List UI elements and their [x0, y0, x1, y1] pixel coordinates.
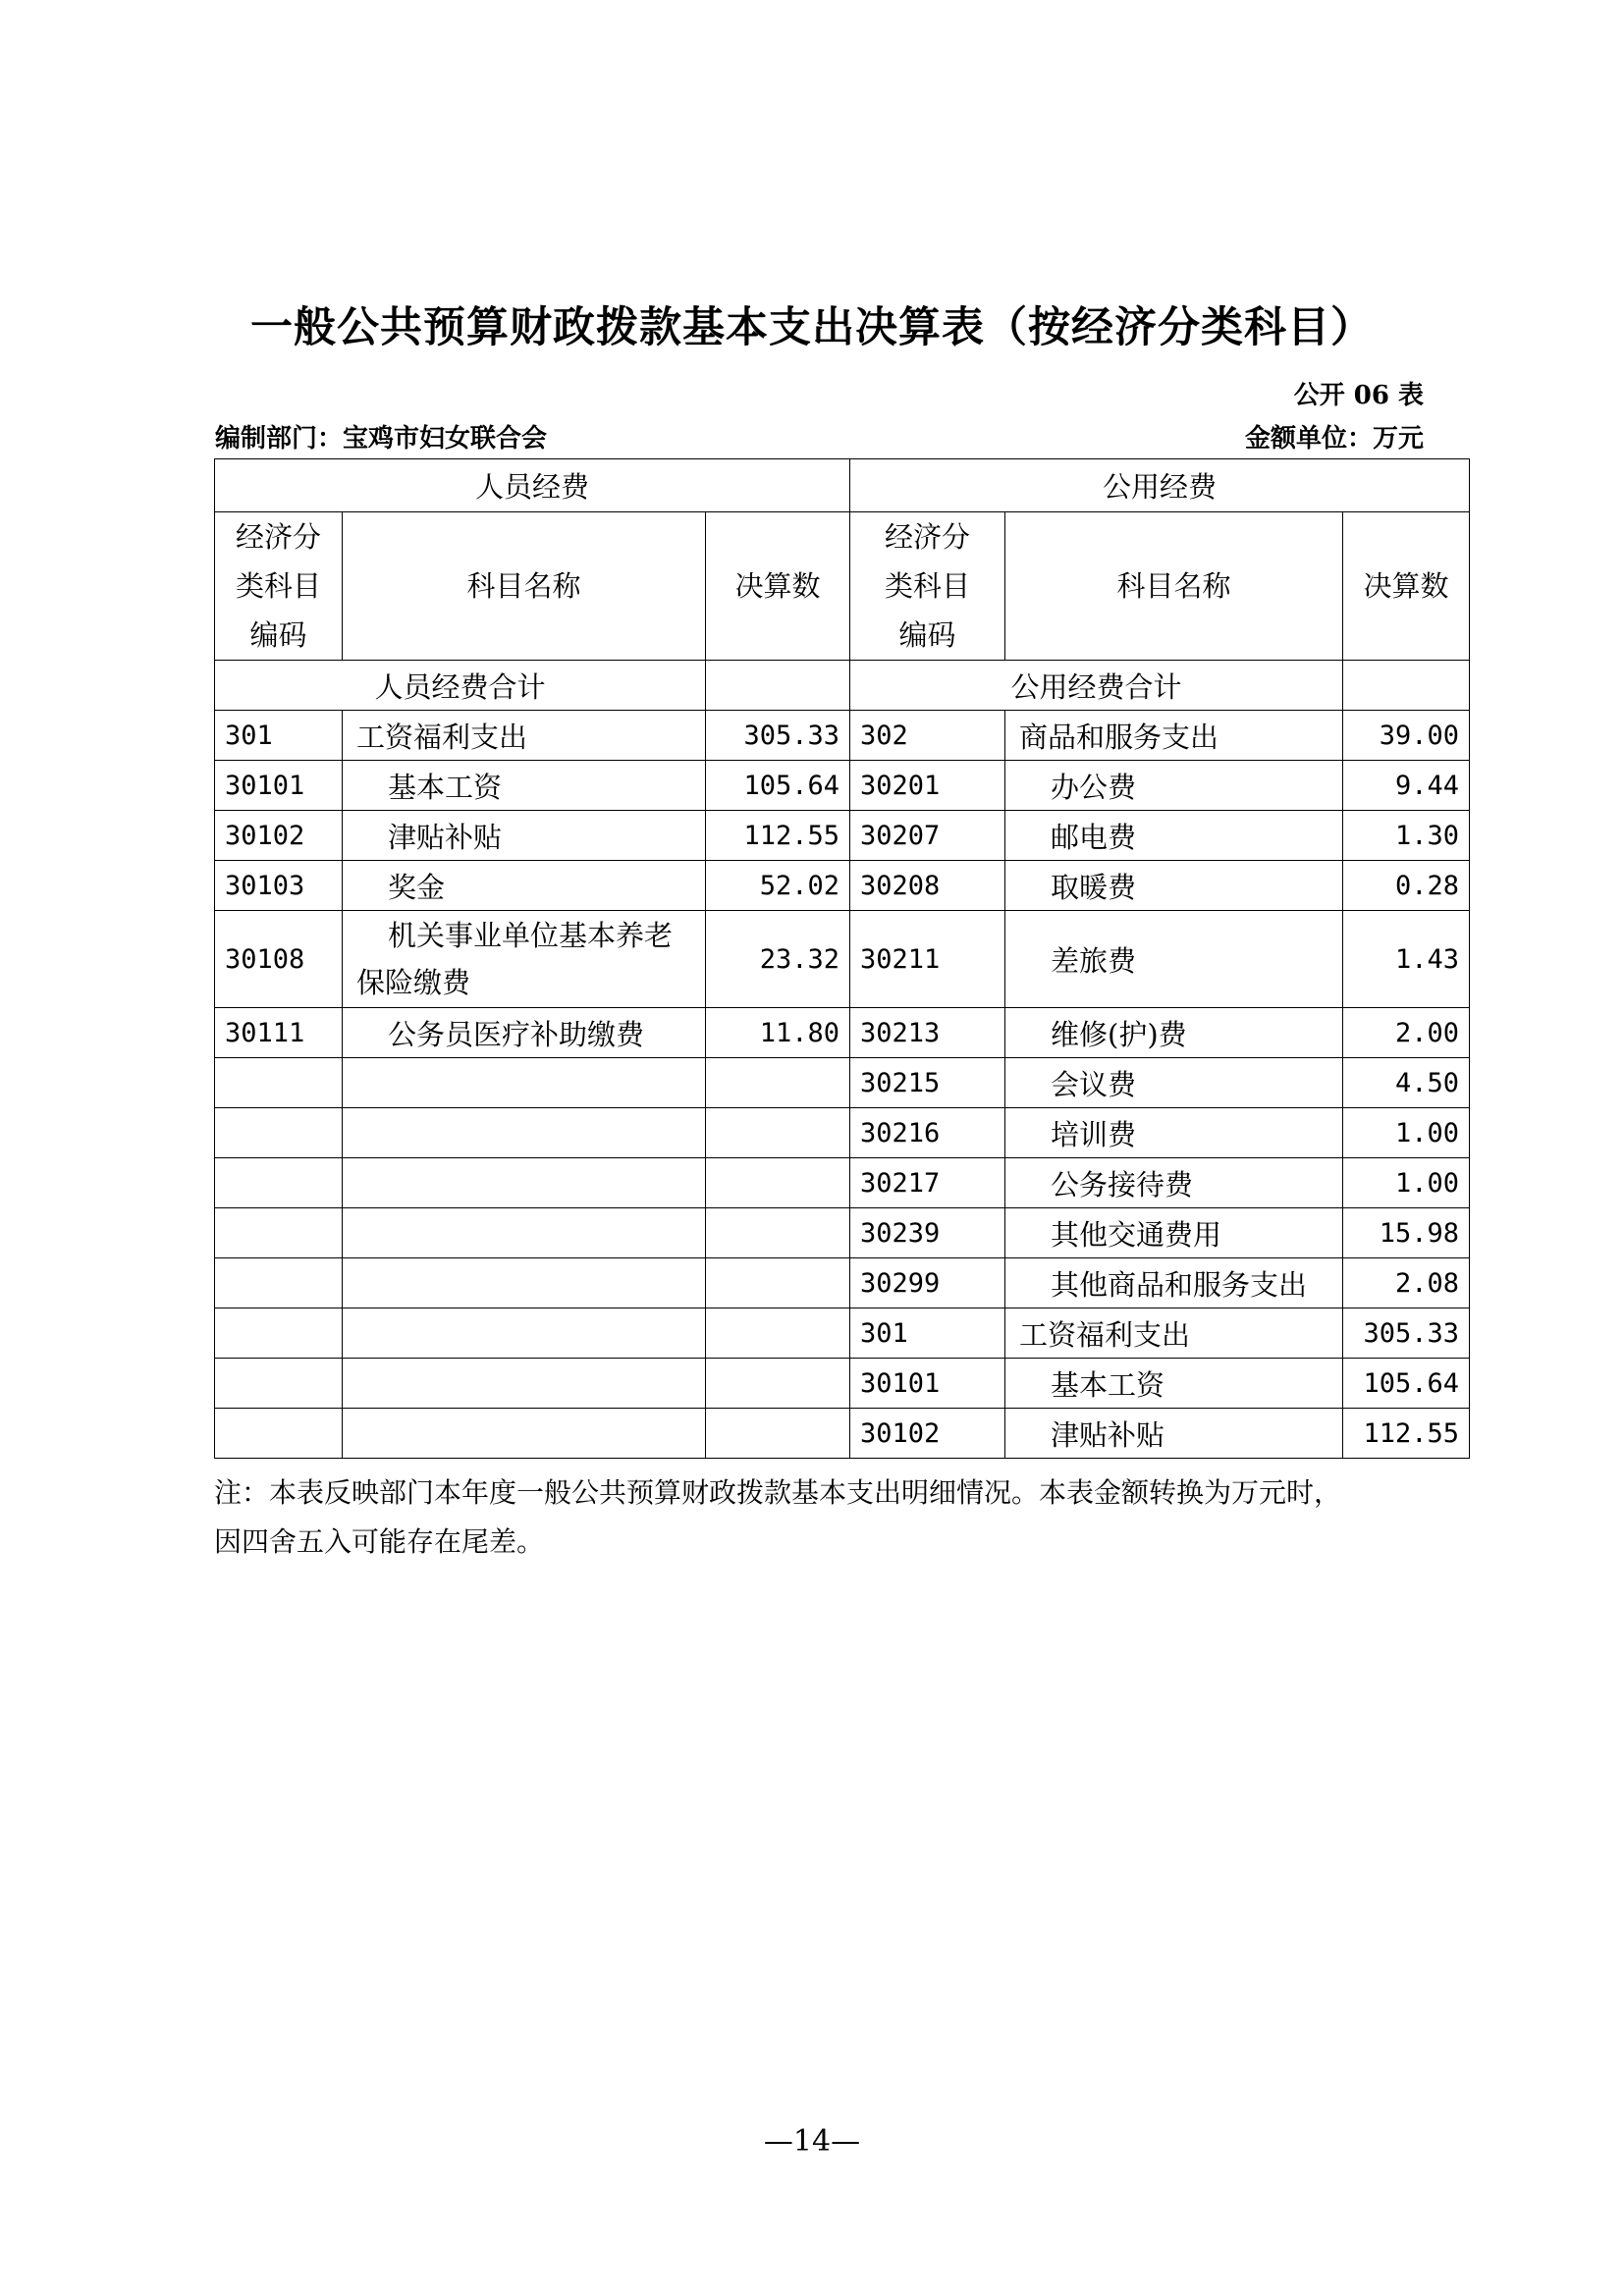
group-public-header: 公用经费	[850, 459, 1470, 512]
table-row	[215, 1208, 1470, 1258]
right-amount-cell: 0.28	[1343, 861, 1470, 911]
left-name-cell: 奖金	[343, 861, 706, 911]
right-code-header: 经济分 类科目 编码	[850, 512, 1005, 661]
right-amount-cell: 9.44	[1343, 761, 1470, 811]
expenditure-table	[214, 458, 1470, 1459]
table-footnote: 注：本表反映部门本年度一般公共预算财政拨款基本支出明细情况。本表金额转换为万元时， 因四舍五入可能存在尾差。	[214, 1476, 1342, 1558]
left-name-cell: 基本工资	[343, 761, 706, 811]
group-personnel-header: 人员经费	[215, 459, 850, 512]
compiling-department: 编制部门：宝鸡市妇女联合会	[215, 424, 548, 454]
public-total-label: 公用经费合计	[850, 661, 1343, 711]
left-amount-cell: 112.55	[706, 811, 850, 861]
table-row	[215, 711, 1470, 761]
left-code-cell	[215, 1058, 343, 1108]
right-code-cell: 30213	[850, 1008, 1005, 1058]
left-name-cell: 工资福利支出	[343, 711, 706, 761]
table-row	[215, 1158, 1470, 1208]
personnel-total-label: 人员经费合计	[215, 661, 706, 711]
right-name-cell: 工资福利支出	[1005, 1308, 1343, 1359]
left-code-cell: 30111	[215, 1008, 343, 1058]
left-amount-header: 决算数	[706, 512, 850, 661]
right-code-cell: 30215	[850, 1058, 1005, 1108]
right-code-cell: 30101	[850, 1359, 1005, 1409]
left-amount-cell: 23.32	[706, 911, 850, 1008]
left-name-cell	[343, 1058, 706, 1108]
left-name-cell	[343, 1359, 706, 1409]
right-amount-cell: 105.64	[1343, 1359, 1470, 1409]
left-code-cell: 30102	[215, 811, 343, 861]
public-total-value	[1343, 661, 1470, 711]
form-number: 公开 06 表	[1293, 381, 1424, 410]
right-amount-cell: 1.00	[1343, 1158, 1470, 1208]
left-amount-cell	[706, 1158, 850, 1208]
left-name-cell: 机关事业单位基本养老 保险缴费	[343, 911, 706, 1008]
left-name-header: 科目名称	[343, 512, 706, 661]
table-row	[215, 761, 1470, 811]
left-amount-cell	[706, 1108, 850, 1158]
right-amount-cell: 112.55	[1343, 1409, 1470, 1459]
left-code-cell: 30108	[215, 911, 343, 1008]
left-code-cell	[215, 1158, 343, 1208]
right-name-cell: 津贴补贴	[1005, 1409, 1343, 1459]
left-code-cell	[215, 1208, 343, 1258]
personnel-total-value	[706, 661, 850, 711]
right-amount-cell: 4.50	[1343, 1058, 1470, 1108]
right-amount-cell: 2.00	[1343, 1008, 1470, 1058]
left-code-cell	[215, 1108, 343, 1158]
right-code-cell: 30239	[850, 1208, 1005, 1258]
right-amount-cell: 1.43	[1343, 911, 1470, 1008]
right-code-cell: 30102	[850, 1409, 1005, 1459]
left-name-cell	[343, 1409, 706, 1459]
right-amount-cell: 2.08	[1343, 1258, 1470, 1308]
left-name-cell	[343, 1108, 706, 1158]
right-name-cell: 商品和服务支出	[1005, 711, 1343, 761]
table-row	[215, 811, 1470, 861]
left-amount-cell: 105.64	[706, 761, 850, 811]
right-code-cell: 30207	[850, 811, 1005, 861]
right-code-cell: 30217	[850, 1158, 1005, 1208]
left-name-cell: 公务员医疗补助缴费	[343, 1008, 706, 1058]
left-code-cell	[215, 1258, 343, 1308]
right-amount-cell: 39.00	[1343, 711, 1470, 761]
left-code-cell: 30103	[215, 861, 343, 911]
group-header-row	[215, 459, 1470, 512]
left-code-cell	[215, 1409, 343, 1459]
right-code-cell: 302	[850, 711, 1005, 761]
table-row	[215, 1308, 1470, 1359]
table-row	[215, 1108, 1470, 1158]
table-row	[215, 911, 1470, 1008]
right-amount-cell: 1.00	[1343, 1108, 1470, 1158]
left-code-cell: 30101	[215, 761, 343, 811]
right-name-cell: 取暖费	[1005, 861, 1343, 911]
right-code-cell: 30211	[850, 911, 1005, 1008]
left-code-cell	[215, 1308, 343, 1359]
right-amount-header: 决算数	[1343, 512, 1470, 661]
right-name-cell: 基本工资	[1005, 1359, 1343, 1409]
right-name-cell: 差旅费	[1005, 911, 1343, 1008]
totals-row	[215, 661, 1470, 711]
left-amount-cell: 52.02	[706, 861, 850, 911]
left-amount-cell	[706, 1208, 850, 1258]
left-amount-cell	[706, 1058, 850, 1108]
right-code-cell: 30208	[850, 861, 1005, 911]
left-amount-cell	[706, 1258, 850, 1308]
right-name-cell: 办公费	[1005, 761, 1343, 811]
right-code-cell: 301	[850, 1308, 1005, 1359]
left-name-cell	[343, 1308, 706, 1359]
right-code-cell: 30299	[850, 1258, 1005, 1308]
table-row	[215, 1258, 1470, 1308]
right-code-cell: 30201	[850, 761, 1005, 811]
amount-unit: 金额单位：万元	[1244, 424, 1424, 454]
right-amount-cell: 15.98	[1343, 1208, 1470, 1258]
left-code-cell	[215, 1359, 343, 1409]
left-name-cell	[343, 1258, 706, 1308]
left-amount-cell	[706, 1409, 850, 1459]
table-row	[215, 1409, 1470, 1459]
table-row	[215, 1058, 1470, 1108]
left-amount-cell: 305.33	[706, 711, 850, 761]
left-name-cell	[343, 1208, 706, 1258]
right-name-cell: 其他商品和服务支出	[1005, 1258, 1343, 1308]
left-name-cell	[343, 1158, 706, 1208]
table-row	[215, 861, 1470, 911]
right-name-cell: 培训费	[1005, 1108, 1343, 1158]
right-name-cell: 会议费	[1005, 1058, 1343, 1108]
right-name-cell: 公务接待费	[1005, 1158, 1343, 1208]
right-amount-cell: 305.33	[1343, 1308, 1470, 1359]
right-name-cell: 维修(护)费	[1005, 1008, 1343, 1058]
column-header-row	[215, 512, 1470, 661]
left-amount-cell	[706, 1308, 850, 1359]
left-amount-cell: 11.80	[706, 1008, 850, 1058]
left-code-cell: 301	[215, 711, 343, 761]
table-row	[215, 1359, 1470, 1409]
right-code-cell: 30216	[850, 1108, 1005, 1158]
page-number: —14—	[763, 2124, 861, 2159]
right-name-cell: 邮电费	[1005, 811, 1343, 861]
right-amount-cell: 1.30	[1343, 811, 1470, 861]
table-row	[215, 1008, 1470, 1058]
right-name-header: 科目名称	[1005, 512, 1343, 661]
right-name-cell: 其他交通费用	[1005, 1208, 1343, 1258]
left-name-cell: 津贴补贴	[343, 811, 706, 861]
left-amount-cell	[706, 1359, 850, 1409]
document-title: 一般公共预算财政拨款基本支出决算表（按经济分类科目）	[250, 303, 1374, 352]
left-code-header: 经济分 类科目 编码	[215, 512, 343, 661]
